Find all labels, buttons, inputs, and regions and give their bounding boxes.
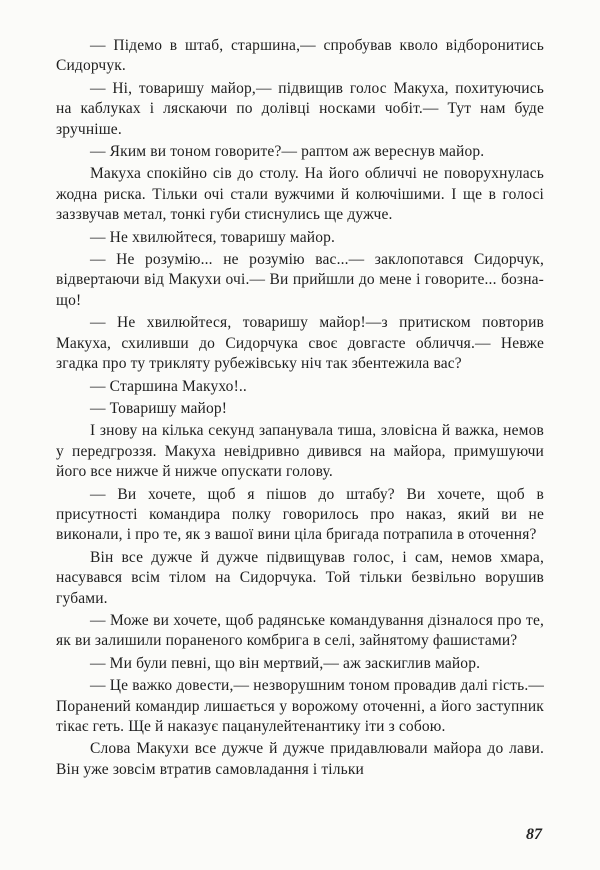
paragraph: Він все дужче й дужче підвищував голос, і сам, немов хмара, насувався всім тілом на Сидорчука. Той тільки безвільно ворушив губами.: [56, 548, 544, 607]
paragraph: — Ні, товаришу майор,— підвищив голос Макуха, похитуючись на каблуках і ляскаючи по долівці носками чобіт.— Тут нам буде зручніше.: [56, 79, 544, 138]
paragraph: Макуха спокійно сів до столу. На його обличчі не поворухнулась жодна риска. Тільки очі стали вужчими й колючішими. І ще в голосі заззвучав метал, тонкі губи стиснулись ще дужче.: [56, 165, 544, 224]
paragraph: — Підемо в штаб, старшина,— спробував кволо відборонитись Сидорчук.: [56, 37, 544, 75]
paragraph: — Може ви хочете, щоб радянське командування дізналося про те, як ви залишили пораненого комбрига в селі, зайнятому фашистами?: [56, 611, 544, 650]
page-number: 87: [526, 826, 542, 843]
paragraph: — Це важко довести,— незворушним тоном провадив далі гість.— Поранений командир лишається у ворожому оточенні, а його заступник тікає геть. Ще й наказує пацанулейтенантику іти з собою.: [56, 677, 544, 735]
paragraph: — Ми були певні, що він мертвий,— аж заскиглив майор.: [90, 654, 481, 672]
paragraph: І знову на кілька секунд запанувала тиша, зловісна й важка, немов у передгроззя. Макуха невідривно дивився на майора, примушуючи його все нижче й нижче опускати голову.: [56, 422, 544, 481]
paragraph: — Ви хочете, щоб я пішов до штабу? Ви хочете, щоб в присутності командира полку говорилось про наказ, який ви не виконали, і про те, як з вашої вини ціла бригада потрапила в оточення?: [56, 485, 544, 544]
paragraph: — Яким ви тоном говорите?— раптом аж вереснув майор.: [90, 143, 485, 161]
paragraph: — Старшина Макухо!..: [90, 377, 247, 395]
paragraph: Слова Макухи все дужче й дужче придавлювали майора до лави. Він уже зовсім втратив самовладання і тільки: [56, 740, 544, 778]
paragraph: — Не хвилюйтеся, товаришу майор!—з притиском повторив Макуха, схиливши до Сидорчука своє довгасте обличчя.— Невже згадка про ту триклятy рубежівську ніч так збентежила вас?: [56, 314, 544, 373]
page-body: [56, 36, 544, 782]
paragraph: — Не хвилюйтеся, товаришу майор.: [90, 228, 336, 246]
paragraph: — Не розумію... не розумію вас...— заклопотався Сидорчук, відвертаючи від Макухи очі.— Ви прийшли до мене і говорите... бозна-що!: [56, 251, 544, 309]
paragraph: — Товаришу майор!: [90, 399, 228, 417]
